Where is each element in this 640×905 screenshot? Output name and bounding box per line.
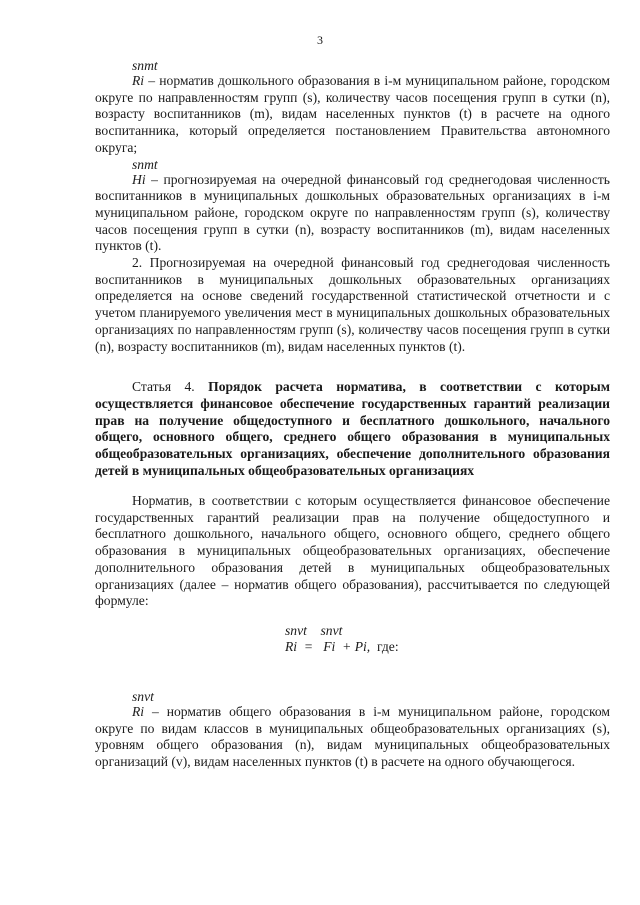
article-title: Порядок расчета норматива, в соответствии с которым осуществляется финансовое обеспечение государственных гарантий реализации прав на получение общедоступного и бесплатного дошкольного, начального общего, основного общего, среднего общего образования в муниципальных общеобразовательных организациях, обеспечение дополнительного образования детей в муниципальных общеобразовательных организациях [95, 379, 611, 478]
index-snvt: snvt [132, 688, 154, 704]
definition-ri-preschool [95, 73, 610, 157]
variable-ri: Ri [132, 73, 145, 88]
definition-ri-general [95, 704, 610, 771]
document-body [95, 58, 610, 771]
index-snmt-1: snmt [132, 58, 158, 73]
paragraph-norm-general: Норматив, в соответствии с которым осуществляется финансовое обеспечение государственных гарантий реализации прав на получение общедоступного и бесплатного дошкольного, начального общего, основного общего, среднего общего образования в муниципальных общеобразовательных организациях, обеспечение дополнительного образования детей в муниципальных общеобразовательных организациях (далее – норматив общего образования), рассчитывается по следующей формуле: [95, 493, 610, 609]
article-4-heading [95, 379, 610, 479]
variable-hi: Hi [132, 171, 146, 187]
index-snmt-2: snmt [132, 156, 158, 172]
formula-where: где: [370, 638, 399, 654]
formula-line [285, 638, 610, 655]
definition-text: – норматив дошкольного образования в i-м муниципальном районе, городском округе по направленностям групп (s), количеству часов посещения групп в сутки (n), возрасту воспитанников (m), видам населенных пунктов (t) в расчете на одного воспитанника, который определяется постановлением Правительства автономного округа; [95, 73, 610, 155]
page-number: 3 [317, 33, 323, 47]
definition-text: – прогнозируемая на очередной финансовый год среднегодовая численность воспитанников в муниципальных дошкольных образовательных организациях в i-м муниципальном районе, городском округе по направленностям групп (s), количеству часов посещения групп в сутки (n), возрасту воспитанников (m), видам населенных пунктов (t). [95, 171, 610, 254]
definition-hi [95, 172, 610, 256]
variable-ri: Ri [132, 703, 145, 719]
formula [95, 623, 610, 655]
paragraph-2: 2. Прогнозируемая на очередной финансовый год среднегодовая численность воспитанников в муниципальных дошкольных образовательных организациях определяется на основе сведений государственной статистической отчетности и с учетом планируемого увеличения мест в муниципальных дошкольных образовательных организациях по направленностям групп (s), количеству часов посещения групп в сутки (n), возрасту воспитанников (m), видам населенных пунктов (t). [95, 255, 610, 354]
definition-text: – норматив общего образования в i-м муниципальном районе, городском округе по видам классов в муниципальных общеобразовательных организациях (s), уровням общего образования (n), видам муниципальных общеобразовательных организаций (v), видам населенных пунктов (t) в расчете на одного обучающегося. [95, 703, 610, 770]
article-prefix: Статья 4. [132, 379, 209, 395]
formula-expression: Ri = Fi + Pi, [285, 638, 371, 654]
formula-superscripts: snvt snvt [285, 622, 343, 638]
